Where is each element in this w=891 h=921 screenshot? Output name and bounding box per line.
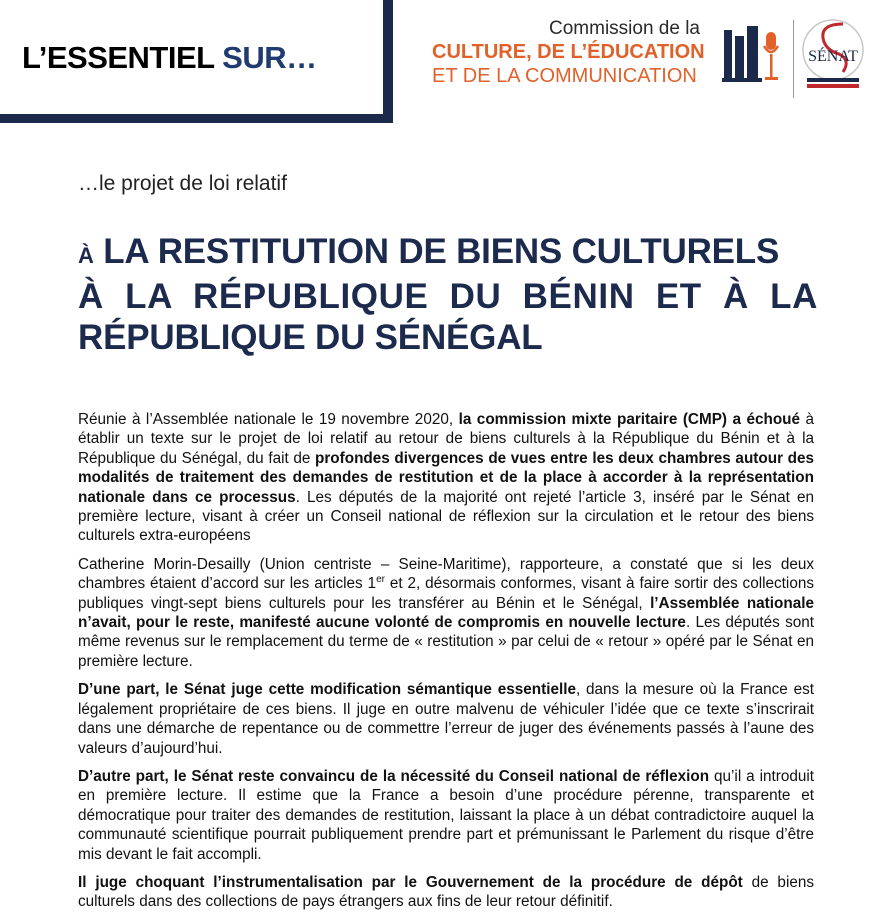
paragraph-4 [78, 767, 814, 864]
p3-text-1: , dans la mesure où la France est légalement propriétaire de ces biens. Il juge en outre malvenu de véhiculer l’idée que ce texte s’inscrirait dans une démarche de repentance ou de commettre l’erreur de juger des événements passés à l’aune des valeurs d’aujourd’hui. [78, 681, 814, 757]
p2-text-3: . Les députés sont même revenus sur le remplacement du terme de « restitution » par celui de « retour » opéré par le Sénat en première lecture. [78, 614, 814, 670]
senat-logo-icon [799, 14, 867, 100]
p2-superscript: er [376, 574, 385, 586]
p1-text-1: Réunie à l’Assemblée nationale le 19 novembre 2020, [78, 411, 459, 428]
header-title-part1: L’ESSENTIEL [22, 40, 215, 75]
header-title-part2: SUR… [222, 40, 317, 75]
p2-bold-1: l’Assemblée nationale n’avait, pour le reste, manifesté aucune volonté de compromis en nouvelle lecture [78, 594, 814, 632]
header-title [22, 40, 317, 76]
p2-text-2: et 2, désormais conformes, visant à faire sortir des collections publiques vingt-sept biens culturels pour les transférer au Bénin et le Sénégal, [78, 575, 814, 612]
senat-logo-text: SÉNAT [808, 48, 858, 65]
title-line2: À LA RÉPUBLIQUE DU BÉNIN ET À LA [78, 277, 818, 316]
p4-text-1: qu’il a introduit en première lecture. Il estime que la France a besoin d’une procédure pérenne, transparente et démocratique pour traiter des demandes de restitution, laissant la place à un débat contradictoire auquel la communauté scientifique pourrait publiquement prendre part et prémunissant le Parlement du risque d’être mis devant le fait accompli. [78, 767, 814, 863]
header-box-shadow [0, 117, 393, 123]
title-line3: RÉPUBLIQUE DU SÉNÉGAL [78, 318, 543, 357]
logo-divider [793, 20, 794, 98]
p3-bold-1: D’une part, le Sénat juge cette modification sémantique essentielle [78, 681, 576, 699]
header-box [0, 0, 386, 117]
title-line1 [78, 231, 818, 276]
p2-text-1: Catherine Morin-Desailly (Union centriste – Seine-Maritime), rapporteure, a constaté que si les deux chambres étaient d’accord sur les articles 1 [78, 555, 814, 593]
title-line1-rest: LA RESTITUTION DE BIENS CULTURELS [103, 232, 780, 271]
header-box-shadow-vertical [386, 0, 393, 123]
p5-text-1: de biens culturels dans des collections de pays étrangers aux fins de leur retour définitif. [78, 873, 814, 911]
p5-bold-1: Il juge choquant l’instrumentalisation par le Gouvernement de la procédure de dépôt [78, 873, 743, 891]
body-text [78, 410, 814, 921]
page-title [78, 231, 818, 358]
paragraph-5 [78, 873, 814, 912]
title-line1-lead: À [78, 243, 94, 268]
p1-bold-2: profondes divergences de vues entre les deux chambres autour des modalités de traitement des demandes de restitution et de la place à accorder à la représentation nationale dans ce processus [78, 449, 815, 506]
paragraph-2 [78, 555, 814, 671]
commission-name [432, 18, 705, 88]
p1-text-3: . Les députés de la majorité ont rejeté l’article 3, inséré par le Sénat en première lecture, visant à créer un Conseil national de réflexion sur la circulation et le retour des biens culturels extra-européens [78, 488, 815, 545]
paragraph-1 [78, 410, 814, 546]
paragraph-3 [78, 680, 814, 758]
commission-line2: CULTURE, DE L’ÉDUCATION [432, 41, 705, 63]
subtitle: …le projet de loi relatif [78, 172, 287, 195]
books-microphone-logo-icon [722, 22, 784, 84]
commission-line3: ET DE LA COMMUNICATION [432, 65, 697, 87]
commission-line1: Commission de la [549, 18, 700, 39]
p1-bold-1: la commission mixte paritaire (CMP) a échoué [458, 411, 801, 428]
p4-bold-1: D’autre part, le Sénat reste convaincu de la nécessité du Conseil national de réflexion [78, 767, 710, 785]
p1-text-2: à établir un texte sur le projet de loi relatif au retour de biens culturels à la République du Bénin et à la République du Sénégal, du fait de [78, 411, 814, 467]
